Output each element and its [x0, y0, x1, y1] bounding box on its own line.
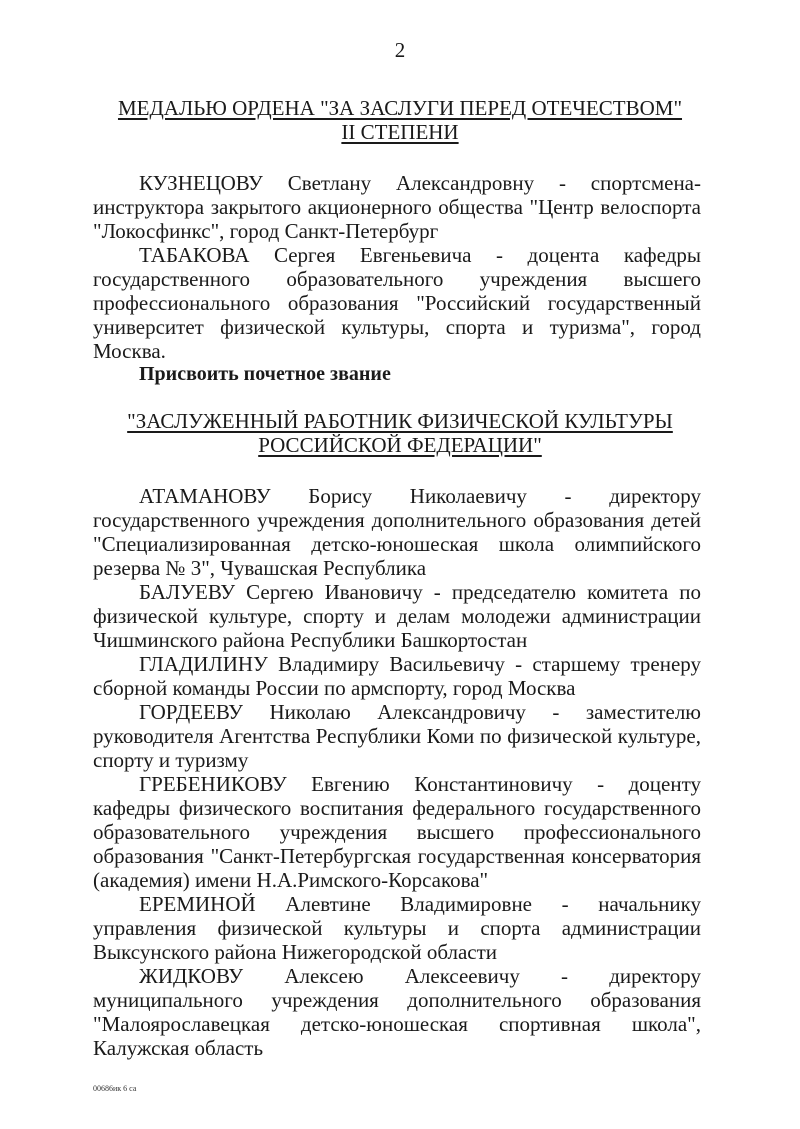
recipient-entry: БАЛУЕВУ Сергею Ивановичу - председателю комитета по физической культуре, спорту и делам молодежи администрации Чишминского района Республики Башкортостан [93, 580, 701, 652]
recipient-entry: ГРЕБЕНИКОВУ Евгению Константиновичу - доценту кафедры физического воспитания федерального государственного образовательного учреждения высшего профессионального образования "Санкт-Петербургская государственная консерватория (академия) имени Н.А.Римского-Корсакова" [93, 772, 701, 892]
honorary-title-heading-line2: РОССИЙСКОЙ ФЕДЕРАЦИИ" [258, 433, 542, 457]
recipient-entry: ГЛАДИЛИНУ Владимиру Васильевичу - старшему тренеру сборной команды России по армспорту, город Москва [93, 652, 701, 700]
honorary-title-heading-line1: "ЗАСЛУЖЕННЫЙ РАБОТНИК ФИЗИЧЕСКОЙ КУЛЬТУРЫ [127, 409, 673, 433]
honorary-title-recipients-list [93, 484, 701, 1060]
recipient-entry: ТАБАКОВА Сергея Евгеньевича - доцента кафедры государственного образовательного учреждения высшего профессионального образования "Российский государственный университет физической культуры, спорта и туризма", город Москва. [93, 243, 701, 363]
award-instruction: Присвоить почетное звание [139, 363, 391, 385]
award-heading-medal [0, 96, 800, 144]
recipient-entry: КУЗНЕЦОВУ Светлану Александровну - спортсмена-инструктора закрытого акционерного общества "Центр велоспорта "Локосфинкс", город Санкт-Петербург [93, 171, 701, 243]
recipient-entry: ЕРЕМИНОЙ Алевтине Владимировне - начальнику управления физической культуры и спорта администрации Выксунского района Нижегородской области [93, 892, 701, 964]
recipient-entry: ГОРДЕЕВУ Николаю Александровичу - заместителю руководителя Агентства Республики Коми по физической культуре, спорту и туризму [93, 700, 701, 772]
honorary-title-heading [0, 409, 800, 457]
page-number: 2 [394, 38, 406, 62]
award-heading-medal-line2: II СТЕПЕНИ [341, 120, 459, 144]
recipient-entry: АТАМАНОВУ Борису Николаевичу - директору государственного учреждения дополнительного образования детей "Специализированная детско-юношеская школа олимпийского резерва № 3", Чувашская Республика [93, 484, 701, 580]
award-heading-medal-line1: МЕДАЛЬЮ ОРДЕНА "ЗА ЗАСЛУГИ ПЕРЕД ОТЕЧЕСТВОМ" [117, 96, 683, 120]
medal-recipients-list [93, 171, 701, 363]
document-footer-code: 00686ик 6 са [93, 1084, 137, 1093]
recipient-entry: ЖИДКОВУ Алексею Алексеевичу - директору муниципального учреждения дополнительного образования "Малоярославецкая детско-юношеская спортивная школа", Калужская область [93, 964, 701, 1060]
